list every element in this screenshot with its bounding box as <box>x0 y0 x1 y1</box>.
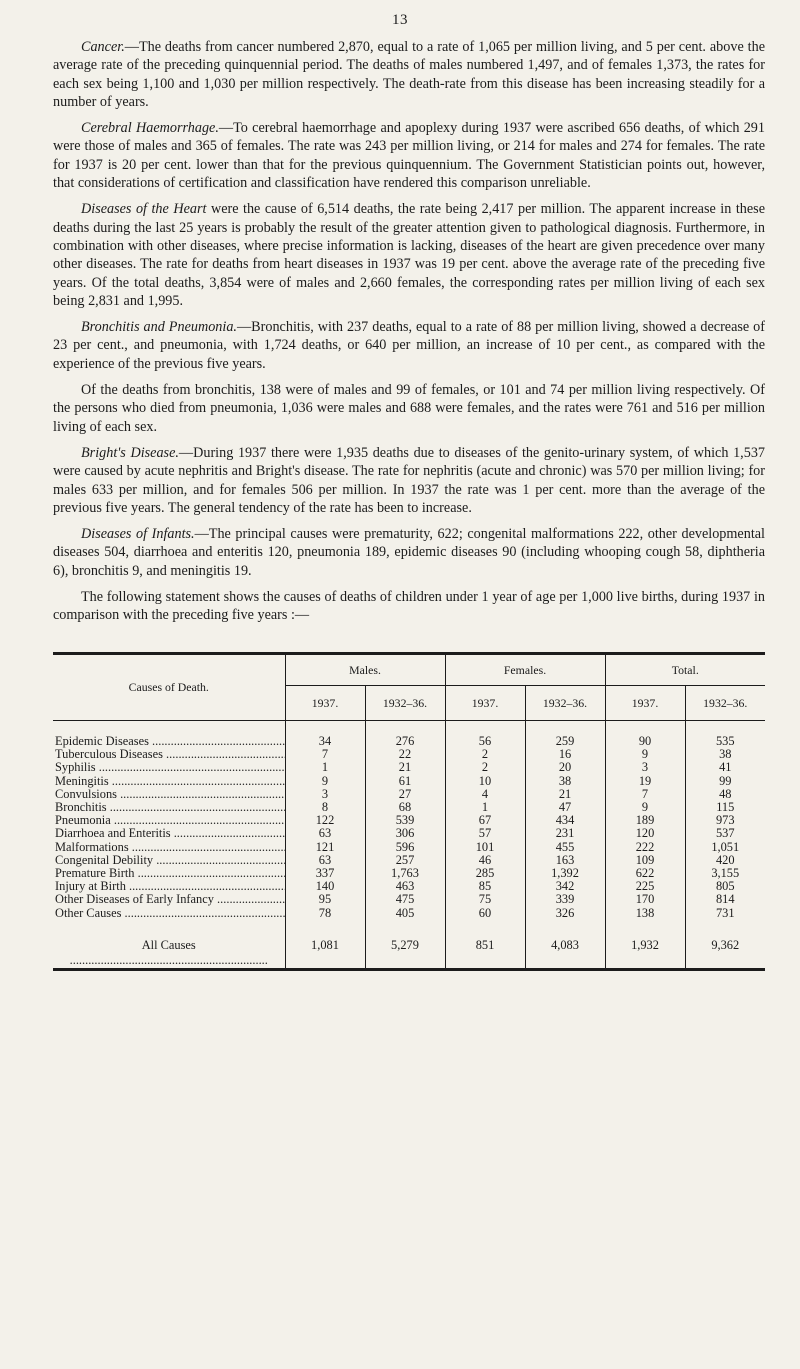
value-cell: 63 <box>285 854 365 867</box>
cause-cell: All Causes ..... <box>53 934 285 968</box>
value-cell: 326 <box>525 907 605 920</box>
cause-column-header: Causes of Death. <box>53 655 285 721</box>
value-cell: 140 <box>285 880 365 893</box>
value-cell: 1 <box>285 761 365 774</box>
cause-cell: Pneumonia ..... <box>53 814 285 827</box>
table-row <box>53 907 765 920</box>
cause-cell: Malformations ..... <box>53 841 285 854</box>
value-cell: 337 <box>285 867 365 880</box>
value-cell: 19 <box>605 775 685 788</box>
paragraph <box>53 381 765 436</box>
value-cell: 622 <box>605 867 685 880</box>
value-cell: 7 <box>605 788 685 801</box>
value-cell: 306 <box>365 827 445 840</box>
value-cell: 9,362 <box>685 934 765 968</box>
value-cell: 47 <box>525 801 605 814</box>
value-cell: 20 <box>525 761 605 774</box>
value-cell: 1,051 <box>685 841 765 854</box>
value-cell: 22 <box>365 748 445 761</box>
paragraph <box>53 200 765 310</box>
cause-cell: Diarrhoea and Enteritis ..... <box>53 827 285 840</box>
table-row <box>53 761 765 774</box>
paragraph <box>53 318 765 373</box>
paragraph-lead: Diseases of Infants. <box>81 526 195 543</box>
value-cell: 463 <box>365 880 445 893</box>
value-cell: 420 <box>685 854 765 867</box>
value-cell: 3,155 <box>685 867 765 880</box>
value-cell: 851 <box>445 934 525 968</box>
total-header: Total. <box>605 655 765 686</box>
females-1937-header: 1937. <box>445 686 525 721</box>
value-cell: 34 <box>285 735 365 748</box>
body-text <box>53 38 765 633</box>
cause-cell: Congenital Debility ..... <box>53 854 285 867</box>
cause-cell: Epidemic Diseases ..... <box>53 735 285 748</box>
value-cell: 10 <box>445 775 525 788</box>
value-cell: 101 <box>445 841 525 854</box>
value-cell: 1 <box>445 801 525 814</box>
value-cell: 138 <box>605 907 685 920</box>
value-cell: 537 <box>685 827 765 840</box>
value-cell: 56 <box>445 735 525 748</box>
paragraph-text: were the cause of 6,514 deaths, the rate being 2,417 per million. The apparent increase in these deaths during the last 25 years is probably the result of the greater attention given to pathological diagnosis. Furthermore, in combination with other diseases, where precise information is lacking, diseases of the heart are given precedence over many other diseases. The rate for deaths from heart diseases in 1937 was 19 per cent. above the average rate of the preceding five years. Of the total deaths, 3,854 were of males and 2,660 females, the corresponding rates per million living of each sex being 2,831 and 1,995. <box>53 201 765 309</box>
value-cell: 535 <box>685 735 765 748</box>
total-row <box>53 934 765 968</box>
value-cell: 48 <box>685 788 765 801</box>
females-header: Females. <box>445 655 605 686</box>
females-1932-36-header: 1932–36. <box>525 686 605 721</box>
value-cell: 596 <box>365 841 445 854</box>
value-cell: 5,279 <box>365 934 445 968</box>
value-cell: 405 <box>365 907 445 920</box>
table-bottom-rule <box>53 968 765 971</box>
value-cell: 38 <box>685 748 765 761</box>
value-cell: 9 <box>285 775 365 788</box>
value-cell: 434 <box>525 814 605 827</box>
cause-cell: Bronchitis ..... <box>53 801 285 814</box>
value-cell: 57 <box>445 827 525 840</box>
value-cell: 2 <box>445 761 525 774</box>
value-cell: 731 <box>685 907 765 920</box>
cause-cell: Premature Birth ..... <box>53 867 285 880</box>
paragraph <box>53 38 765 111</box>
value-cell: 68 <box>365 801 445 814</box>
value-cell: 109 <box>605 854 685 867</box>
paragraph-text: The following statement shows the causes of deaths of children under 1 year of age per 1,000 live births, during 1937 in comparison with the preceding five years :— <box>53 589 765 624</box>
value-cell: 225 <box>605 880 685 893</box>
paragraph-text: Of the deaths from bronchitis, 138 were of males and 99 of females, or 101 and 74 per million living respectively. Of the persons who died from pneumonia, 1,036 were males and 688 were females, and the rates were 761 and 516 per million living of each sex. <box>53 382 765 435</box>
value-cell: 539 <box>365 814 445 827</box>
value-cell: 339 <box>525 893 605 906</box>
value-cell: 21 <box>525 788 605 801</box>
value-cell: 121 <box>285 841 365 854</box>
males-1937-header: 1937. <box>285 686 365 721</box>
value-cell: 41 <box>685 761 765 774</box>
value-cell: 115 <box>685 801 765 814</box>
cause-cell: Tuberculous Diseases ..... <box>53 748 285 761</box>
cause-cell: Meningitis ..... <box>53 775 285 788</box>
value-cell: 189 <box>605 814 685 827</box>
value-cell: 67 <box>445 814 525 827</box>
value-cell: 95 <box>285 893 365 906</box>
infant-deaths-table <box>53 652 765 971</box>
value-cell: 259 <box>525 735 605 748</box>
value-cell: 85 <box>445 880 525 893</box>
paragraph <box>53 588 765 625</box>
cause-cell: Other Causes ..... <box>53 907 285 920</box>
table-row <box>53 827 765 840</box>
paragraph <box>53 444 765 517</box>
value-cell: 63 <box>285 827 365 840</box>
value-cell: 4 <box>445 788 525 801</box>
value-cell: 3 <box>605 761 685 774</box>
value-cell: 170 <box>605 893 685 906</box>
value-cell: 90 <box>605 735 685 748</box>
value-cell: 99 <box>685 775 765 788</box>
value-cell: 1,081 <box>285 934 365 968</box>
paragraph-text: —Bronchitis, with 237 deaths, equal to a rate of 88 per million living, showed a decrease of 23 per cent., and pneumonia, with 1,724 deaths, or 640 per million, an increase of 10 per cent., as compared with the experience of the previous five years. <box>53 319 765 372</box>
table-row <box>53 841 765 854</box>
value-cell: 1,392 <box>525 867 605 880</box>
value-cell: 973 <box>685 814 765 827</box>
paragraph <box>53 525 765 580</box>
value-cell: 60 <box>445 907 525 920</box>
table-body <box>53 721 765 968</box>
paragraph-lead: Cancer. <box>81 39 125 55</box>
value-cell: 257 <box>365 854 445 867</box>
value-cell: 3 <box>285 788 365 801</box>
paragraph-text: —The deaths from cancer numbered 2,870, equal to a rate of 1,065 per million living, and 5 per cent. above the average rate of the preceding quinquennial period. The deaths of males numbered 1,497, and of females 1,373, the rates for each sex being 1,100 and 1,030 per million respectively. The death-rate from this disease has been increasing steadily for a number of years. <box>53 39 765 110</box>
value-cell: 4,083 <box>525 934 605 968</box>
table-row <box>53 775 765 788</box>
value-cell: 38 <box>525 775 605 788</box>
value-cell: 27 <box>365 788 445 801</box>
value-cell: 222 <box>605 841 685 854</box>
cause-cell: Syphilis ..... <box>53 761 285 774</box>
value-cell: 120 <box>605 827 685 840</box>
value-cell: 1,932 <box>605 934 685 968</box>
value-cell: 7 <box>285 748 365 761</box>
paragraph-text: —To cerebral haemorrhage and apoplexy during 1937 were ascribed 656 deaths, of which 291 were those of males and 365 of females. The rate was 243 per million living, or 214 for males and 274 for females. The rate for 1937 is 20 per cent. lower than that for the previous quinquennium. The Government Statistician points out, however, that considerations of certification and classification have rendered this comparison unreliable. <box>53 120 765 192</box>
table-row <box>53 893 765 906</box>
paragraph-lead: Bronchitis and Pneumonia. <box>81 319 237 336</box>
value-cell: 8 <box>285 801 365 814</box>
total-1932-36-header: 1932–36. <box>685 686 765 721</box>
value-cell: 16 <box>525 748 605 761</box>
value-cell: 1,763 <box>365 867 445 880</box>
paragraph-lead: Cerebral Haemorrhage. <box>81 120 219 137</box>
males-1932-36-header: 1932–36. <box>365 686 445 721</box>
value-cell: 61 <box>365 775 445 788</box>
value-cell: 122 <box>285 814 365 827</box>
value-cell: 342 <box>525 880 605 893</box>
paragraph-text: —The principal causes were prematurity, 622; congenital malformations 222, other developmental diseases 504, diarrhoea and enteritis 120, pneumonia 189, epidemic diseases 90 (including whooping cough 58, diphtheria 6), bronchitis 9, and meningitis 19. <box>53 526 765 579</box>
page-number: 13 <box>392 12 408 28</box>
paragraph-lead: Bright's Disease. <box>81 444 179 461</box>
paragraph-lead: Diseases of the Heart <box>81 201 207 218</box>
value-cell: 276 <box>365 735 445 748</box>
value-cell: 805 <box>685 880 765 893</box>
value-cell: 9 <box>605 748 685 761</box>
males-header: Males. <box>285 655 445 686</box>
value-cell: 231 <box>525 827 605 840</box>
total-1937-header: 1937. <box>605 686 685 721</box>
paragraph-text: —During 1937 there were 1,935 deaths due to diseases of the genito-urinary system, of which 1,537 were caused by acute nephritis and Bright's disease. The rate for nephritis (acute and chronic) was 570 per million living; for males 633 per million, and for females 506 per million. In 1937 the rate was 1 per cent. more than the average of the previous five years. The general tendency of the rate has been to increase. <box>53 444 766 516</box>
value-cell: 46 <box>445 854 525 867</box>
causes-table <box>53 655 765 968</box>
value-cell: 455 <box>525 841 605 854</box>
value-cell: 285 <box>445 867 525 880</box>
value-cell: 78 <box>285 907 365 920</box>
value-cell: 75 <box>445 893 525 906</box>
cause-cell: Other Diseases of Early Infancy ..... <box>53 893 285 906</box>
value-cell: 163 <box>525 854 605 867</box>
value-cell: 9 <box>605 801 685 814</box>
value-cell: 2 <box>445 748 525 761</box>
value-cell: 475 <box>365 893 445 906</box>
value-cell: 21 <box>365 761 445 774</box>
cause-cell: Convulsions ..... <box>53 788 285 801</box>
paragraph <box>53 119 765 192</box>
value-cell: 814 <box>685 893 765 906</box>
cause-cell: Injury at Birth ..... <box>53 880 285 893</box>
